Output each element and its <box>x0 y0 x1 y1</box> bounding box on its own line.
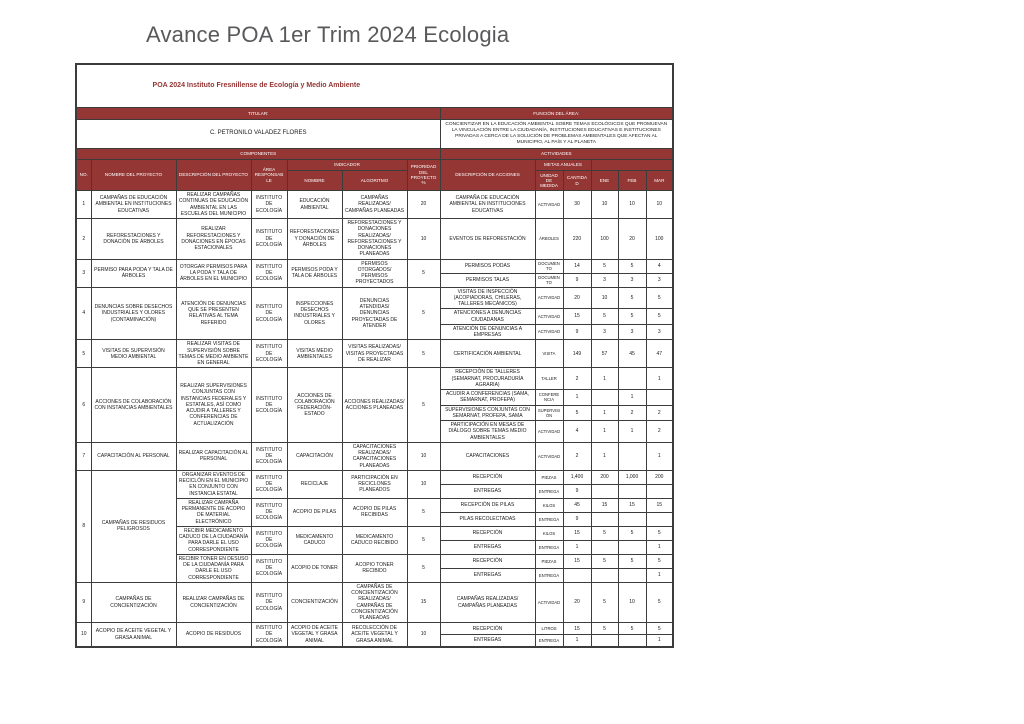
cell-action-description: ENTREGAS <box>440 484 535 498</box>
cell-project-name: VISITAS DE SUPERVISIÓN MEDIO AMBIENTAL <box>91 340 176 368</box>
table-row <box>76 470 673 484</box>
cell-quantity: 4 <box>563 421 591 443</box>
cell-unit: ÁRBOLES <box>535 219 563 260</box>
cell-feb <box>618 442 646 470</box>
cell-feb: 2 <box>618 405 646 421</box>
cell-quantity: 9 <box>563 512 591 526</box>
cell-feb: 20 <box>618 219 646 260</box>
cell-algorithm: REFORESTACIONES Y DONACIONES REALIZADAS/ REFORESTACIONES Y DONACIONES PLANEADAS <box>342 219 407 260</box>
cell-project-description: ORGANIZAR EVENTOS DE RECICLÓN EN EL MUNICIPIO EN CONJUNTO CON INSTANCIA ESTATAL <box>176 470 251 498</box>
componentes-actividades-row <box>76 149 673 160</box>
funcion-text: CONCIENTIZAR EN LA EDUCACIÓN AMBIENTAL SOBRE TEMAS ECOLÓGICOS QUE PROMUEVAN LA VINCULACIÓN ENTRE LA CIUDADANÍA, INSTITUCIONES EDUCATIVAS E INSTITUCIONES PRIVADAS A CERCA DE LA SOLUCIÓN DE PROBLEMAS AMBIENTALES QUE AFECTAN AL MUNICIPIO, AL PAÍS Y AL PLANETA <box>440 120 673 149</box>
componentes-band: COMPONENTES <box>76 149 440 160</box>
org-title-row <box>76 64 673 108</box>
cell-unit: KILOS <box>535 498 563 512</box>
cell-project-name: CAMPAÑAS DE CONCIENTIZACIÓN <box>91 582 176 623</box>
cell-indicator-name: ACOPIO DE TONER <box>287 554 342 582</box>
cell-project-description: REALIZAR CAMPAÑA PERMANENTE DE ACOPIO DE MATERIAL ELECTRÓNICO <box>176 498 251 526</box>
cell-action-description: CAMPAÑAS REALIZADAS/ CAMPAÑAS PLANEADAS <box>440 582 535 623</box>
cell-quantity: 15 <box>563 309 591 325</box>
cell-mar: 5 <box>646 582 673 623</box>
cell-mar: 1 <box>646 635 673 647</box>
cell-action-description: PILAS RECOLECTADAS <box>440 512 535 526</box>
cell-quantity: 1 <box>563 635 591 647</box>
cell-mar: 47 <box>646 340 673 368</box>
cell-unit: ENTREGA <box>535 484 563 498</box>
titular-funcion-label-row <box>76 108 673 120</box>
col-header-no: NO. <box>76 160 91 191</box>
col-header-algoritmo: ALGORITMO <box>342 171 407 191</box>
cell-quantity: 5 <box>563 405 591 421</box>
cell-quantity: 2 <box>563 368 591 390</box>
cell-project-name: CAMPAÑAS DE EDUCACIÓN AMBIENTAL EN INSTITUCIONES EDUCATIVAS <box>91 191 176 219</box>
titular-label: TITULAR: <box>76 108 440 120</box>
table-row <box>76 582 673 623</box>
cell-feb <box>618 484 646 498</box>
cell-action-description: RECEPCIÓN <box>440 470 535 484</box>
cell-unit: ENTREGA <box>535 512 563 526</box>
cell-no: 5 <box>76 340 91 368</box>
cell-algorithm: MEDICAMENTO CADUCO RECIBIDO <box>342 526 407 554</box>
cell-feb: 5 <box>618 309 646 325</box>
cell-ene <box>591 635 618 647</box>
cell-no: 3 <box>76 259 91 287</box>
cell-algorithm: CAMPAÑAS DE CONCIENTIZACIÓN REALIZADAS/ CAMPAÑAS DE CONCIENTIZACIÓN PLANEADAS <box>342 582 407 623</box>
cell-ene: 5 <box>591 259 618 273</box>
cell-unit: ACTIVIDAD <box>535 421 563 443</box>
cell-ene: 5 <box>591 526 618 540</box>
cell-priority: 5 <box>407 554 440 582</box>
cell-action-description: PARTICIPACIÓN EN MESAS DE DIÁLOGO SOBRE TEMAS MEDIO AMBIENTALES <box>440 421 535 443</box>
cell-no: 9 <box>76 582 91 623</box>
cell-mar: 1 <box>646 368 673 390</box>
cell-quantity: 1 <box>563 390 591 406</box>
cell-algorithm: PERMISOS OTORGADOS/ PERMISOS PROYECTADOS <box>342 259 407 287</box>
col-header-nombre-proyecto: NOMBRE DEL PROYECTO <box>91 160 176 191</box>
cell-no: 4 <box>76 287 91 340</box>
cell-priority: 5 <box>407 340 440 368</box>
cell-unit: PIEZAS <box>535 554 563 568</box>
col-header-unidad-medida: UNIDAD DE MEDIDA <box>535 171 563 191</box>
cell-priority: 5 <box>407 287 440 340</box>
cell-area-responsable: INSTITUTO DE ECOLOGÍA <box>251 526 287 554</box>
cell-action-description: RECEPCIÓN <box>440 526 535 540</box>
cell-algorithm: ACOPIO TONER RECIBIDO <box>342 554 407 582</box>
cell-unit: LITROS <box>535 623 563 635</box>
cell-ene: 15 <box>591 498 618 512</box>
cell-no: 6 <box>76 368 91 443</box>
cell-indicator-name: EDUCACIÓN AMBIENTAL <box>287 191 342 219</box>
cell-indicator-name: MEDICAMENTO CADUCO <box>287 526 342 554</box>
cell-ene: 5 <box>591 582 618 623</box>
cell-mar: 2 <box>646 421 673 443</box>
cell-quantity: 45 <box>563 498 591 512</box>
cell-priority: 5 <box>407 498 440 526</box>
cell-algorithm: DENUNCIAS ATENDIDAS/ DENUNCIAS PROYECTADAS DE ATENDER <box>342 287 407 340</box>
cell-ene: 10 <box>591 287 618 309</box>
cell-ene: 1 <box>591 421 618 443</box>
cell-feb: 5 <box>618 554 646 568</box>
cell-ene: 5 <box>591 309 618 325</box>
cell-project-name: PERMISO PARA PODA Y TALA DE ÁRBOLES <box>91 259 176 287</box>
cell-project-description: REALIZAR VISITAS DE SUPERVISIÓN SOBRE TEMAS DE MEDIO AMBIENTE EN GENERAL <box>176 340 251 368</box>
cell-unit: ACTIVIDAD <box>535 287 563 309</box>
cell-ene: 57 <box>591 340 618 368</box>
cell-project-description: ATENCIÓN DE DENUNCIAS QUE SE PRESENTEN RELATIVAS AL TEMA REFERIDO <box>176 287 251 340</box>
cell-unit: TALLER <box>535 368 563 390</box>
col-header-prioridad: PRIORIDAD DEL PROYECTO % <box>407 160 440 191</box>
col-header-area-responsable: ÁREA RESPONSABLE <box>251 160 287 191</box>
cell-priority: 15 <box>407 582 440 623</box>
cell-feb: 1,000 <box>618 470 646 484</box>
page-title: Avance POA 1er Trim 2024 Ecologia <box>146 22 510 47</box>
cell-ene: 100 <box>591 219 618 260</box>
cell-feb: 3 <box>618 273 646 287</box>
cell-unit: ACTIVIDAD <box>535 324 563 340</box>
cell-area-responsable: INSTITUTO DE ECOLOGÍA <box>251 623 287 647</box>
cell-priority: 10 <box>407 442 440 470</box>
table-row <box>76 368 673 390</box>
indicador-band: INDICADOR <box>287 160 407 171</box>
cell-indicator-name: ACOPIO DE PILAS <box>287 498 342 526</box>
cell-area-responsable: INSTITUTO DE ECOLOGÍA <box>251 470 287 498</box>
cell-area-responsable: INSTITUTO DE ECOLOGÍA <box>251 219 287 260</box>
cell-indicator-name: VISITAS MEDIO AMBIENTALES <box>287 340 342 368</box>
titular-funcion-value-row <box>76 120 673 149</box>
cell-unit: ACTIVIDAD <box>535 191 563 219</box>
cell-project-description: REALIZAR REFORESTACIONES Y DONACIONES EN ÉPOCAS ESTACIONALES <box>176 219 251 260</box>
cell-project-name: REFORESTACIONES Y DONACIÓN DE ÁRBOLES <box>91 219 176 260</box>
cell-ene <box>591 390 618 406</box>
cell-feb <box>618 568 646 582</box>
cell-project-description: OTORGAR PERMISOS PARA LA PODA Y TALA DE ÁRBOLES EN EL MUNICIPIO <box>176 259 251 287</box>
cell-action-description: SUPERVISIONES CONJUNTAS CON SEMARNAT, PROFEPA, SAMA <box>440 405 535 421</box>
table-row <box>76 219 673 260</box>
cell-action-description: CAMPAÑA DE EDUCACIÓN AMBIENTAL EN INSTITUCIONES EDUCATIVAS <box>440 191 535 219</box>
cell-unit: PIEZAS <box>535 470 563 484</box>
cell-quantity: 9 <box>563 484 591 498</box>
cell-mar: 5 <box>646 309 673 325</box>
cell-quantity: 20 <box>563 582 591 623</box>
cell-unit: ENTREGA <box>535 635 563 647</box>
cell-mar: 2 <box>646 405 673 421</box>
col-header-ene: ENE <box>591 171 618 191</box>
cell-indicator-name: ACCIONES DE COLABORACIÓN FEDERACIÓN-ESTADO <box>287 368 342 443</box>
cell-ene: 3 <box>591 273 618 287</box>
col-header-indicador-nombre: NOMBRE <box>287 171 342 191</box>
cell-action-description: RECEPCIÓN DE PILAS <box>440 498 535 512</box>
cell-project-description: ACOPIO DE RESIDUOS <box>176 623 251 647</box>
cell-mar: 3 <box>646 324 673 340</box>
cell-project-description: REALIZAR SUPERVISIONES CONJUNTAS CON INSTANCIAS FEDERALES Y ESTATALES, ASÍ COMO ACUDIR A TALLERES Y CONFERENCIAS DE ACTUALIZACIÓN <box>176 368 251 443</box>
col-header-descripcion-acciones: DESCRIPCIÓN DE ACCIONES <box>440 160 535 191</box>
cell-mar: 1 <box>646 540 673 554</box>
cell-ene: 1 <box>591 405 618 421</box>
cell-action-description: CERTIFICACIÓN AMBIENTAL <box>440 340 535 368</box>
cell-action-description: RECEPCIÓN <box>440 554 535 568</box>
cell-quantity: 15 <box>563 526 591 540</box>
cell-unit: ENTREGA <box>535 568 563 582</box>
cell-mar: 5 <box>646 623 673 635</box>
cell-unit: ACTIVIDAD <box>535 309 563 325</box>
cell-feb: 1 <box>618 390 646 406</box>
cell-algorithm: VISITAS REALIZADAS/ VISITAS PROYECTADAS DE REALIZAR <box>342 340 407 368</box>
indicador-metas-row <box>76 160 673 171</box>
cell-action-description: PERMISOS TALAS <box>440 273 535 287</box>
cell-feb: 5 <box>618 526 646 540</box>
cell-quantity: 15 <box>563 623 591 635</box>
cell-indicator-name: INSPECCIONES DESECHOS INDUSTRIALES Y OLORES <box>287 287 342 340</box>
cell-indicator-name: RECICLAJE <box>287 470 342 498</box>
cell-ene: 10 <box>591 191 618 219</box>
cell-action-description: EVENTOS DE REFORESTACIÓN <box>440 219 535 260</box>
cell-mar: 100 <box>646 219 673 260</box>
cell-indicator-name: CONCIENTIZACIÓN <box>287 582 342 623</box>
org-title-cell <box>76 64 673 108</box>
cell-area-responsable: INSTITUTO DE ECOLOGÍA <box>251 340 287 368</box>
cell-unit: DOCUMENTO <box>535 273 563 287</box>
cell-mar <box>646 390 673 406</box>
table-row <box>76 623 673 635</box>
cell-action-description: RECEPCIÓN DE TALLERES (SEMARNAT, PROCURADURÍA AGRARIA) <box>440 368 535 390</box>
cell-feb <box>618 368 646 390</box>
cell-mar: 5 <box>646 554 673 568</box>
cell-action-description: VISITAS DE INSPECCIÓN (ACOPIADORAS, CHILERAS, TALLERES MECÁNICOS) <box>440 287 535 309</box>
cell-feb: 45 <box>618 340 646 368</box>
cell-indicator-name: CAPACITACIÓN <box>287 442 342 470</box>
cell-project-name: CAPACITACIÓN AL PERSONAL <box>91 442 176 470</box>
cell-unit: CONFERENCIA <box>535 390 563 406</box>
cell-area-responsable: INSTITUTO DE ECOLOGÍA <box>251 442 287 470</box>
cell-area-responsable: INSTITUTO DE ECOLOGÍA <box>251 287 287 340</box>
months-band <box>591 160 673 171</box>
cell-unit: ENTREGA <box>535 540 563 554</box>
cell-project-description: RECIBIR MEDICAMENTO CADUCO DE LA CIUDADANÍA PARA DARLE EL USO CORRESPONDIENTE <box>176 526 251 554</box>
cell-algorithm: ACCIONES REALIZADAS/ ACCIONES PLANEADAS <box>342 368 407 443</box>
funcion-label: FUNCIÓN DEL ÁREA: <box>440 108 673 120</box>
cell-feb: 1 <box>618 421 646 443</box>
cell-unit: ACTIVIDAD <box>535 442 563 470</box>
cell-quantity: 20 <box>563 287 591 309</box>
cell-action-description: ACUDIR A CONFERENCIAS (SAMA, SEMARNAT, PROFEPA) <box>440 390 535 406</box>
cell-algorithm: CAPACITACIONES REALIZADAS/ CAPACITACIONES PLANEADAS <box>342 442 407 470</box>
cell-no: 7 <box>76 442 91 470</box>
metas-anuales-band: METAS ANUALES <box>535 160 591 171</box>
table-row <box>76 191 673 219</box>
cell-ene: 3 <box>591 324 618 340</box>
table-row <box>76 442 673 470</box>
cell-priority: 5 <box>407 259 440 287</box>
cell-feb: 5 <box>618 287 646 309</box>
cell-feb: 10 <box>618 582 646 623</box>
cell-mar: 1 <box>646 568 673 582</box>
cell-quantity: 30 <box>563 191 591 219</box>
cell-mar <box>646 484 673 498</box>
cell-ene: 200 <box>591 470 618 484</box>
cell-area-responsable: INSTITUTO DE ECOLOGÍA <box>251 191 287 219</box>
cell-ene <box>591 568 618 582</box>
cell-unit: DOCUMENTO <box>535 259 563 273</box>
cell-unit: KILOS <box>535 526 563 540</box>
actividades-band: ACTIVIDADES <box>440 149 673 160</box>
col-header-feb: FEB <box>618 171 646 191</box>
cell-action-description: ATENCIÓN DE DENUNCIAS A EMPRESAS <box>440 324 535 340</box>
cell-feb <box>618 512 646 526</box>
cell-algorithm: CAMPAÑAS REALIZADAS/ CAMPAÑAS PLANEADAS <box>342 191 407 219</box>
cell-quantity: 2 <box>563 442 591 470</box>
table-row <box>76 287 673 309</box>
cell-mar: 200 <box>646 470 673 484</box>
cell-priority: 10 <box>407 470 440 498</box>
cell-feb: 3 <box>618 324 646 340</box>
cell-area-responsable: INSTITUTO DE ECOLOGÍA <box>251 582 287 623</box>
cell-priority: 20 <box>407 191 440 219</box>
cell-ene: 1 <box>591 442 618 470</box>
cell-project-description: REALIZAR CAMPAÑAS CONTINUAS DE EDUCACIÓN AMBIENTAL EN LAS ESCUELAS DEL MUNICIPIO <box>176 191 251 219</box>
cell-mar: 4 <box>646 259 673 273</box>
cell-project-name: CAMPAÑAS DE RESIDUOS PELIGROSOS <box>91 470 176 582</box>
cell-feb <box>618 635 646 647</box>
cell-quantity: 9 <box>563 324 591 340</box>
cell-quantity: 1 <box>563 540 591 554</box>
cell-feb: 5 <box>618 259 646 273</box>
cell-action-description: ENTREGAS <box>440 568 535 582</box>
cell-action-description: PERMISOS PODAS <box>440 259 535 273</box>
cell-quantity: 14 <box>563 259 591 273</box>
cell-feb: 15 <box>618 498 646 512</box>
cell-mar: 15 <box>646 498 673 512</box>
cell-priority: 10 <box>407 219 440 260</box>
cell-no: 8 <box>76 470 91 582</box>
cell-quantity: 149 <box>563 340 591 368</box>
col-header-descripcion-proyecto: DESCRIPCIÓN DEL PROYECTO <box>176 160 251 191</box>
cell-area-responsable: INSTITUTO DE ECOLOGÍA <box>251 554 287 582</box>
cell-feb: 10 <box>618 191 646 219</box>
cell-project-description: REALIZAR CAMPAÑAS DE CONCIENTIZACIÓN <box>176 582 251 623</box>
cell-area-responsable: INSTITUTO DE ECOLOGÍA <box>251 368 287 443</box>
cell-priority: 5 <box>407 526 440 554</box>
cell-project-name: ACCIONES DE COLABORACIÓN CON INSTANCIAS AMBIENTALES <box>91 368 176 443</box>
cell-area-responsable: INSTITUTO DE ECOLOGÍA <box>251 259 287 287</box>
cell-unit: ACTIVIDAD <box>535 582 563 623</box>
table-row <box>76 259 673 273</box>
cell-indicator-name: REFORESTACIONES Y DONACIÓN DE ÁRBOLES <box>287 219 342 260</box>
cell-no: 10 <box>76 623 91 647</box>
poa-table-body <box>76 191 673 647</box>
cell-priority: 5 <box>407 368 440 443</box>
cell-ene <box>591 484 618 498</box>
cell-action-description: CAPACITACIONES <box>440 442 535 470</box>
cell-mar: 1 <box>646 442 673 470</box>
cell-indicator-name: PERMISOS PODA Y TALA DE ÁRBOLES <box>287 259 342 287</box>
cell-mar: 5 <box>646 526 673 540</box>
cell-quantity: 220 <box>563 219 591 260</box>
cell-mar <box>646 512 673 526</box>
cell-unit: SUPERVISIÓN <box>535 405 563 421</box>
cell-feb: 5 <box>618 623 646 635</box>
cell-indicator-name: ACOPIO DE ACEITE VEGETAL Y GRASA ANIMAL <box>287 623 342 647</box>
cell-area-responsable: INSTITUTO DE ECOLOGÍA <box>251 498 287 526</box>
cell-mar: 5 <box>646 287 673 309</box>
cell-action-description: ENTREGAS <box>440 635 535 647</box>
cell-no: 1 <box>76 191 91 219</box>
cell-priority: 10 <box>407 623 440 647</box>
cell-action-description: RECEPCIÓN <box>440 623 535 635</box>
cell-feb <box>618 540 646 554</box>
cell-ene <box>591 540 618 554</box>
cell-no: 2 <box>76 219 91 260</box>
cell-action-description: ENTREGAS <box>440 540 535 554</box>
cell-project-name: DENUNCIAS SOBRE DESECHOS INDUSTRIALES Y OLORES (CONTAMINACIÓN) <box>91 287 176 340</box>
cell-quantity: 1,400 <box>563 470 591 484</box>
col-header-cantidad: CANTIDAD <box>563 171 591 191</box>
cell-project-description: RECIBIR TONER EN DESUSO DE LA CIUDADANÍA PARA DARLE EL USO CORRESPONDIENTE <box>176 554 251 582</box>
cell-mar: 10 <box>646 191 673 219</box>
cell-action-description: ATENCIONES A DENUNCIAS CIUDADANAS <box>440 309 535 325</box>
titular-name: C. PETRONILO VALADEZ FLORES <box>76 120 440 149</box>
cell-unit: VISITA <box>535 340 563 368</box>
cell-ene: 5 <box>591 623 618 635</box>
poa-table <box>75 63 674 648</box>
cell-mar: 3 <box>646 273 673 287</box>
col-header-mar: MAR <box>646 171 673 191</box>
org-title: POA 2024 Instituto Fresnillense de Ecología y Medio Ambiente <box>152 81 361 89</box>
cell-ene <box>591 512 618 526</box>
cell-algorithm: RECOLECCIÓN DE ACEITE VEGETAL Y GRASA ANIMAL <box>342 623 407 647</box>
cell-algorithm: PARTICIPACIÓN EN RECICLONES PLANEADOS <box>342 470 407 498</box>
cell-project-description: REALIZAR CAPACITACIÓN AL PERSONAL <box>176 442 251 470</box>
cell-algorithm: ACOPIO DE PILAS RECIBIDAS <box>342 498 407 526</box>
cell-quantity <box>563 568 591 582</box>
cell-quantity: 9 <box>563 273 591 287</box>
table-row <box>76 340 673 368</box>
cell-ene: 5 <box>591 554 618 568</box>
cell-quantity: 15 <box>563 554 591 568</box>
cell-ene: 1 <box>591 368 618 390</box>
cell-project-name: ACOPIO DE ACEITE VEGETAL Y GRASA ANIMAL <box>91 623 176 647</box>
